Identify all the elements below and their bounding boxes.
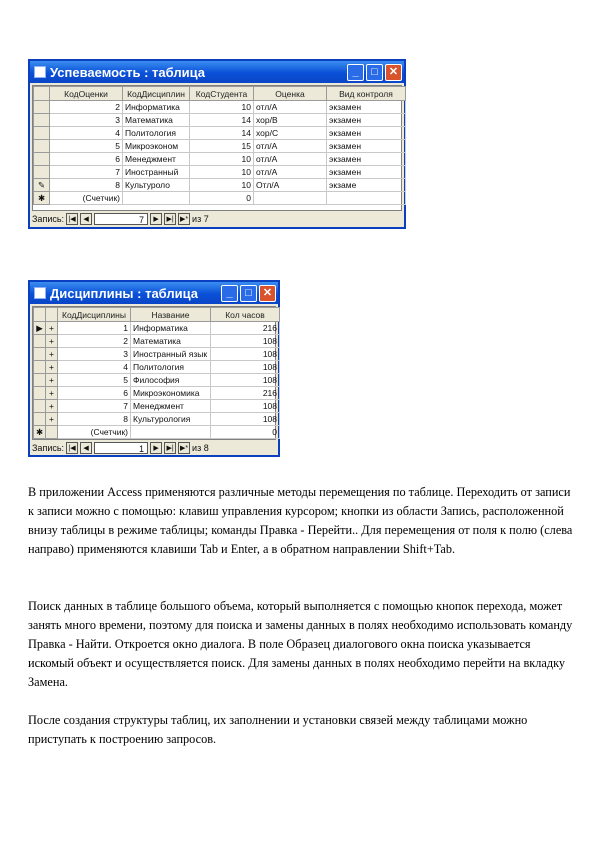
datasheet-table <box>33 307 280 439</box>
cell[interactable]: отл/А <box>254 140 327 153</box>
table-row[interactable] <box>34 387 280 400</box>
table-row[interactable] <box>34 335 280 348</box>
row-selector[interactable] <box>34 101 50 114</box>
cell[interactable]: 4 <box>58 361 131 374</box>
row-selector[interactable] <box>34 387 46 400</box>
minimize-button[interactable]: _ <box>221 285 238 302</box>
cell[interactable]: 7 <box>50 166 123 179</box>
column-header[interactable]: Кол часов <box>211 308 280 322</box>
cell[interactable]: экзамен <box>327 166 406 179</box>
table-row[interactable] <box>34 153 406 166</box>
expand-toggle[interactable]: + <box>46 348 58 361</box>
minimize-button[interactable]: _ <box>347 64 364 81</box>
first-record-button[interactable]: |◀ <box>66 213 78 225</box>
cell[interactable]: отл/А <box>254 101 327 114</box>
datasheet-grid <box>32 306 276 440</box>
row-selector[interactable] <box>34 335 46 348</box>
cell[interactable]: Иностранный <box>123 166 190 179</box>
cell[interactable]: 108 <box>211 361 280 374</box>
row-selector-header[interactable] <box>34 308 46 322</box>
datasheet-grid <box>32 85 402 211</box>
row-selector[interactable] <box>34 413 46 426</box>
cell[interactable]: 6 <box>58 387 131 400</box>
cell[interactable]: экзаме <box>327 179 406 192</box>
table-row[interactable] <box>34 166 406 179</box>
datasheet-table <box>33 86 406 205</box>
row-selector-header[interactable] <box>34 87 50 101</box>
table-row[interactable] <box>34 127 406 140</box>
table-row[interactable] <box>34 192 406 205</box>
cell[interactable]: отл/А <box>254 153 327 166</box>
row-selector[interactable] <box>34 127 50 140</box>
cell[interactable] <box>123 192 190 205</box>
discipliny-table-window <box>28 280 280 457</box>
window-title: Успеваемость : таблица <box>50 64 205 80</box>
table-row[interactable] <box>34 374 280 387</box>
cell[interactable]: Иностранный язык <box>131 348 211 361</box>
cell[interactable]: Микроэконом <box>123 140 190 153</box>
record-label: Запись: <box>32 443 65 453</box>
next-record-button[interactable]: ▶ <box>150 213 162 225</box>
cell[interactable]: 108 <box>211 335 280 348</box>
table-row[interactable] <box>34 426 280 439</box>
cell[interactable]: 5 <box>58 374 131 387</box>
header-row <box>34 87 406 101</box>
maximize-button[interactable]: □ <box>366 64 383 81</box>
cell[interactable]: 108 <box>211 400 280 413</box>
cell[interactable]: экзамен <box>327 127 406 140</box>
record-label: Запись: <box>32 214 65 224</box>
cell[interactable]: Информатика <box>123 101 190 114</box>
last-record-button[interactable]: ▶| <box>164 213 176 225</box>
row-selector[interactable]: ✱ <box>34 426 46 439</box>
expand-toggle[interactable]: + <box>46 387 58 400</box>
header-row <box>34 308 280 322</box>
cell[interactable]: 216 <box>211 322 280 335</box>
record-navigation <box>32 211 402 227</box>
table-icon <box>34 287 46 299</box>
maximize-button[interactable]: □ <box>240 285 257 302</box>
record-navigation <box>32 440 276 456</box>
record-total: из 8 <box>192 443 209 453</box>
cell[interactable]: 3 <box>58 348 131 361</box>
cell[interactable]: Политология <box>123 127 190 140</box>
uspevaemost-table-window <box>28 59 406 229</box>
row-selector[interactable] <box>34 361 46 374</box>
cell[interactable]: Отл/А <box>254 179 327 192</box>
cell[interactable]: экзамен <box>327 101 406 114</box>
cell[interactable]: 3 <box>50 114 123 127</box>
cell[interactable]: 2 <box>58 335 131 348</box>
record-number-input[interactable]: 7 <box>94 213 148 225</box>
cell[interactable]: 8 <box>58 413 131 426</box>
cell[interactable]: Менеджмент <box>123 153 190 166</box>
table-row[interactable] <box>34 101 406 114</box>
window-titlebar[interactable] <box>30 61 404 83</box>
expand-column-header <box>46 308 58 322</box>
column-header[interactable]: КодСтудента <box>190 87 254 101</box>
cell[interactable]: (Счетчик) <box>58 426 131 439</box>
column-header[interactable]: Оценка <box>254 87 327 101</box>
column-header[interactable]: Название <box>131 308 211 322</box>
cell[interactable]: Менеджмент <box>131 400 211 413</box>
table-row[interactable] <box>34 322 280 335</box>
cell[interactable]: Информатика <box>131 322 211 335</box>
cell[interactable]: 7 <box>58 400 131 413</box>
close-button[interactable]: ✕ <box>385 64 402 81</box>
table-row[interactable] <box>34 179 406 192</box>
row-selector[interactable]: ▶ <box>34 322 46 335</box>
cell[interactable]: Политология <box>131 361 211 374</box>
cell[interactable]: Микроэкономика <box>131 387 211 400</box>
expand-toggle[interactable]: + <box>46 374 58 387</box>
window-titlebar[interactable] <box>30 282 278 304</box>
expand-toggle[interactable]: + <box>46 413 58 426</box>
cell[interactable]: экзамен <box>327 114 406 127</box>
cell[interactable]: 0 <box>211 426 280 439</box>
cell[interactable]: 108 <box>211 374 280 387</box>
cell[interactable]: 10 <box>190 166 254 179</box>
cell[interactable]: Математика <box>131 335 211 348</box>
row-selector[interactable] <box>34 400 46 413</box>
cell[interactable]: Культурология <box>131 413 211 426</box>
row-selector[interactable] <box>34 374 46 387</box>
close-button[interactable]: ✕ <box>259 285 276 302</box>
cell[interactable]: хор/С <box>254 127 327 140</box>
column-header[interactable]: КодДисциплины <box>58 308 131 322</box>
cell[interactable] <box>254 192 327 205</box>
cell[interactable]: 8 <box>50 179 123 192</box>
record-number-input[interactable]: 1 <box>94 442 148 454</box>
row-selector[interactable]: ✱ <box>34 192 50 205</box>
record-total: из 7 <box>192 214 209 224</box>
row-selector[interactable] <box>34 153 50 166</box>
cell[interactable]: 10 <box>190 153 254 166</box>
cell[interactable]: 15 <box>190 140 254 153</box>
first-record-button[interactable]: |◀ <box>66 442 78 454</box>
column-header[interactable]: КодДисциплин <box>123 87 190 101</box>
expand-toggle[interactable]: + <box>46 322 58 335</box>
cell[interactable]: экзамен <box>327 140 406 153</box>
paragraph-search: Поиск данных в таблице большого объема, который выполняется с помощью кнопок перехода, может занять много времени, поэтому для поиска и замены данных в полях необходимо использовать команду Правка - Найти. Откроется окно диалога. В поле Образец диалогового окна поиска указывается искомый объект и осуществляется поиск. Для замены данных в полях необходимо перейти на вкладку Замена. <box>28 599 573 689</box>
prev-record-button[interactable]: ◀ <box>80 442 92 454</box>
cell[interactable]: Философия <box>131 374 211 387</box>
last-record-button[interactable]: ▶| <box>164 442 176 454</box>
table-row[interactable] <box>34 348 280 361</box>
expand-toggle[interactable]: + <box>46 400 58 413</box>
column-header[interactable]: Вид контроля <box>327 87 406 101</box>
next-record-button[interactable]: ▶ <box>150 442 162 454</box>
cell[interactable]: хор/В <box>254 114 327 127</box>
cell[interactable]: 10 <box>190 179 254 192</box>
row-selector[interactable] <box>34 348 46 361</box>
cell[interactable]: 2 <box>50 101 123 114</box>
cell[interactable]: 6 <box>50 153 123 166</box>
cell[interactable]: 108 <box>211 413 280 426</box>
column-header[interactable]: КодОценки <box>50 87 123 101</box>
cell[interactable]: 0 <box>190 192 254 205</box>
row-selector[interactable] <box>34 166 50 179</box>
table-row[interactable] <box>34 400 280 413</box>
window-title: Дисциплины : таблица <box>50 285 199 301</box>
expand-toggle <box>46 426 58 439</box>
cell[interactable]: 14 <box>190 114 254 127</box>
cell[interactable]: (Счетчик) <box>50 192 123 205</box>
table-icon <box>34 66 46 78</box>
table-row[interactable] <box>34 114 406 127</box>
expand-toggle[interactable]: + <box>46 361 58 374</box>
paragraph-queries: После создания структуры таблиц, их заполнении и установки связей между таблицами можно приступать к построению запросов. <box>28 713 528 746</box>
new-record-button[interactable]: ▶* <box>178 213 190 225</box>
cell[interactable]: 10 <box>190 101 254 114</box>
cell[interactable] <box>327 192 406 205</box>
new-record-button[interactable]: ▶* <box>178 442 190 454</box>
row-selector[interactable] <box>34 140 50 153</box>
paragraph-navigation: В приложении Access применяются различные методы перемещения по таблице. Переходить от записи к записи можно с помощью: клавиш управления курсором; кнопки из области Запись, расположенной внизу таблицы в режиме таблицы; команды Правка - Перейти.. Для перемещения от поля к полю (слева направо) применяются клавиши Tab и Enter, а в обратном направлении Shift+Tab. <box>28 485 573 556</box>
cell[interactable]: отл/А <box>254 166 327 179</box>
cell[interactable]: Математика <box>123 114 190 127</box>
table-row[interactable] <box>34 413 280 426</box>
cell[interactable]: 14 <box>190 127 254 140</box>
cell[interactable]: Культуроло <box>123 179 190 192</box>
expand-toggle[interactable]: + <box>46 335 58 348</box>
cell[interactable]: 1 <box>58 322 131 335</box>
row-selector[interactable] <box>34 114 50 127</box>
cell[interactable]: 216 <box>211 387 280 400</box>
row-selector[interactable]: ✎ <box>34 179 50 192</box>
prev-record-button[interactable]: ◀ <box>80 213 92 225</box>
cell[interactable]: 5 <box>50 140 123 153</box>
cell[interactable]: 4 <box>50 127 123 140</box>
cell[interactable]: экзамен <box>327 153 406 166</box>
table-row[interactable] <box>34 361 280 374</box>
table-row[interactable] <box>34 140 406 153</box>
cell[interactable]: 108 <box>211 348 280 361</box>
cell[interactable] <box>131 426 211 439</box>
